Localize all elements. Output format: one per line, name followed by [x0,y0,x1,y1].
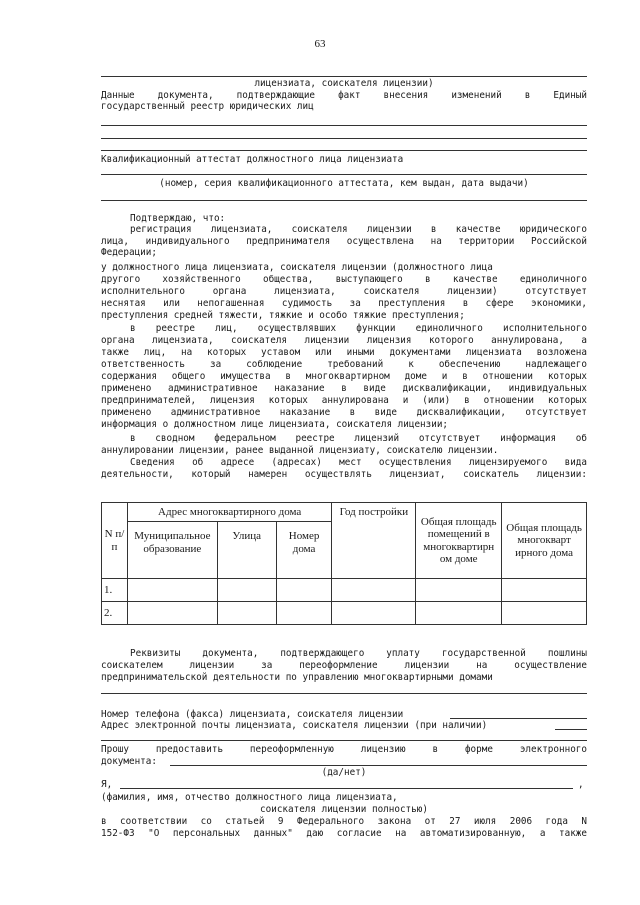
confirmation-line: преступления средней тяжести, тяжкие и особо тяжкие преступления; [101,310,465,321]
confirmation-line: применено административное наказание в виде дисквалификации, индивидуальных [101,383,587,394]
electronic-request-line2: документа: [101,756,157,767]
email-label: Адрес электронной почты лицензиата, соискателя лицензии (при наличии) [101,720,488,731]
confirmation-line: информация о должностном лице лицензиата, соискателя лицензии; [101,419,449,430]
email-field[interactable] [555,729,587,730]
confirmation-line: содержания общего имущества в многоквартирном доме и в отношении которых [101,371,587,382]
cell-house[interactable] [276,579,332,602]
payment-line: Реквизиты документа, подтверждающего уплату государственной пошлины [130,648,587,659]
electronic-request-line1: Прошу предоставить переоформленную лицензию в форме электронного [101,744,587,755]
confirmation-line: Сведения об адресе (адресах) мест осуществления лицензируемого вида [130,457,587,468]
consent-caption2: соискателя лицензии полностью) [260,804,428,815]
electronic-caption: (да/нет) [321,767,367,778]
fill-line [101,200,587,201]
row-number: 1. [102,579,128,602]
col-header-municipality: Муниципальное образование [127,522,217,579]
registry-entry-line2: государственный реестр юридических лиц [101,101,314,112]
cell-area-total[interactable] [502,579,587,602]
cell-area-premises[interactable] [416,602,502,625]
phone-label: Номер телефона (факса) лицензиата, соискателя лицензии [101,709,404,720]
fill-line [101,76,587,77]
confirmation-intro: Подтверждаю, что: [130,213,226,224]
cell-street[interactable] [217,579,276,602]
confirmation-line: исполнительного органа лицензиата, соискателя лицензии) отсутствует [101,286,587,297]
confirmation-line: деятельности, который намерен осуществлять лицензиат, соискатель лицензии: [101,469,587,480]
fill-line [101,150,587,151]
consent-comma: , [578,779,584,790]
confirmation-line: органа лицензиата, соискателя лицензии лицензия которого аннулирована, а [101,335,587,346]
cell-house[interactable] [276,602,332,625]
col-header-area-premises: Общая площадь помещений в многоквартирн ом доме [416,503,502,579]
confirmation-line: лица, индивидуального предпринимателя осуществлена на территории Российской [101,236,587,247]
registry-entry-line1: Данные документа, подтверждающие факт внесения изменений в Единый [101,90,587,101]
confirmation-line: также лиц, на которых уставом или иными документами лицензиата возложена [101,347,587,358]
confirmation-line: в реестре лиц, осуществлявших функции единоличного исполнительного [130,323,587,334]
page-number: 63 [314,38,326,50]
cell-area-total[interactable] [502,602,587,625]
confirmation-line: другого хозяйственного общества, выступающего в качестве единоличного [101,274,587,285]
fill-line [101,125,587,126]
cell-street[interactable] [217,602,276,625]
fill-line [101,693,587,694]
fill-line [101,740,587,741]
confirmation-line: в сводном федеральном реестре лицензий отсутствует информация об [130,433,587,444]
cell-municipality[interactable] [127,602,217,625]
consent-ya: Я, [101,779,113,790]
cell-area-premises[interactable] [416,579,502,602]
col-header-street: Улица [217,522,276,579]
confirmation-line: применено административное наказание в виде дисквалификации, отсутствует [101,407,587,418]
col-header-year: Год постройки [332,503,416,579]
col-header-address-group: Адрес многоквартирного дома [127,503,332,522]
confirmation-line: аннулировании лицензии, ранее выданной лицензиату, соискателю лицензии. [101,445,499,456]
col-header-number: N п/п [102,503,128,579]
table-row [102,602,587,625]
confirmation-line: ответственность за соблюдение требований к обеспечению надлежащего [101,359,587,370]
fill-line [101,174,587,175]
phone-field[interactable] [450,718,587,719]
consent-line2: 152-ФЗ "О персональных данных" даю согласие на автоматизированную, а также [101,828,587,839]
col-header-area-total: Общая площадь многокварт ирного дома [502,503,587,579]
cell-municipality[interactable] [127,579,217,602]
confirmation-line: предпринимателей, лицензия которых аннулирована и (или) в отношении которых [101,395,587,406]
address-table [101,502,587,625]
cell-year[interactable] [332,602,416,625]
confirmation-line: у должностного лица лицензиата, соискателя лицензии (должностного лица [101,262,493,273]
table-row [102,579,587,602]
row-number: 2. [102,602,128,625]
full-name-field[interactable] [120,788,573,789]
confirmation-line: регистрация лицензиата, соискателя лицензии в качестве юридического [130,224,587,235]
fill-line [101,138,587,139]
consent-caption1: (фамилия, имя, отчество должностного лица лицензиата, [101,792,398,803]
certificate-title: Квалификационный аттестат должностного лица лицензиата [101,154,404,165]
confirmation-line: Федерации; [101,247,157,258]
cell-year[interactable] [332,579,416,602]
payment-line: соискателем лицензии за переоформление лицензии на осуществление [101,660,587,671]
consent-line1: в соответствии со статьей 9 Федерального закона от 27 июля 2006 года N [101,816,587,827]
confirmation-line: неснятая или непогашенная судимость за преступления в сфере экономики, [101,298,587,309]
col-header-house: Номер дома [276,522,332,579]
electronic-answer-field[interactable] [170,765,587,766]
licensee-caption: лицензиата, соискателя лицензии) [254,78,434,89]
payment-line: предпринимательской деятельности по управлению многоквартирными домами [101,672,493,683]
certificate-caption: (номер, серия квалификационного аттестата, кем выдан, дата выдачи) [159,178,529,189]
